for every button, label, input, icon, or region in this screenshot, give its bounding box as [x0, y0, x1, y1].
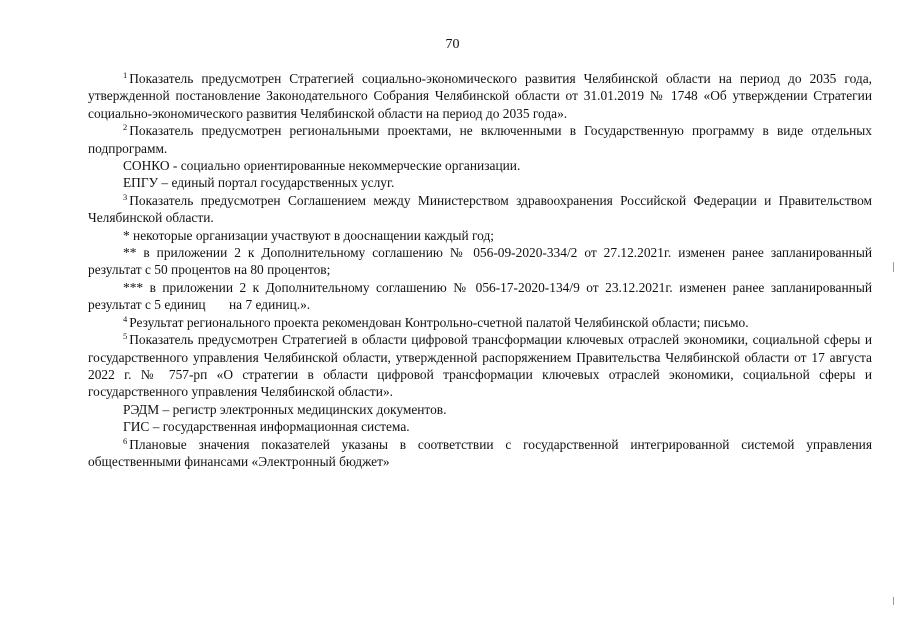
footnote-text: Плановые значения показателей указаны в соответствии с государственной интегрированной системой управления общественными финансами «Электронный бюджет» [88, 436, 872, 469]
footnote-marker: 2 [123, 122, 128, 133]
footnote-marker: 6 [123, 435, 128, 446]
footnote-marker: 4 [123, 313, 128, 324]
footnote-text: Показатель предусмотрен Стратегией в области цифровой трансформации ключевых отраслей экономики, социальной сферы и государственного управления Челябинской области, утвержденной распоряжением Правительства Челябинской области от 17 августа 2022 г. № 757-рп «О стратегии в области цифровой трансформации ключевых отраслей экономики, социальной сферы и государственного управления Челябинской области». [88, 332, 872, 400]
note-text: * некоторые организации участвуют в дооснащении каждый год; [123, 227, 495, 243]
scan-margin-mark [893, 262, 894, 272]
footnote-text: Показатель предусмотрен региональными проектами, не включенными в Государственную программу в виде отдельных подпрограмм. [88, 123, 872, 156]
abbreviation-redm [88, 401, 872, 418]
scan-margin-mark [893, 597, 894, 605]
footnote-1 [88, 70, 872, 122]
abbreviation-text: СОНКО - социально ориентированные некоммерческие организации. [123, 158, 521, 174]
abbreviation-text: РЭДМ – регистр электронных медицинских документов. [123, 401, 447, 417]
note-double-asterisk [88, 244, 872, 279]
footnote-6 [88, 436, 872, 471]
footnote-text: Показатель предусмотрен Стратегией социально-экономического развития Челябинской области на период до 2035 года, утвержденной постановление Законодательного Собрания Челябинской области от 31.01.2019 № 1748 «Об утверждении Стратегии социально-экономического развития Челябинской области на период до 2035 года». [88, 71, 872, 121]
note-text: ** в приложении 2 к Дополнительному соглашению № 056-09-2020-334/2 от 27.12.2021г. изменен ранее запланированный результат с 50 процентов на 80 процентов; [88, 245, 872, 278]
abbreviation-epgu [88, 174, 872, 191]
footnote-text: Результат регионального проекта рекомендован Контрольно-счетной палатой Челябинской области; письмо. [129, 314, 749, 330]
abbreviation-gis [88, 418, 872, 435]
footnote-4 [88, 314, 872, 331]
footnote-text: Показатель предусмотрен Соглашением между Министерством здравоохранения Российской Федерации и Правительством Челябинской области. [88, 192, 872, 226]
note-single-asterisk [88, 227, 872, 244]
note-text: *** в приложении 2 к Дополнительному соглашению № 056-17-2020-134/9 от 23.12.2021г. изменен ранее запланированный результат с 5 единиц на 7 единиц.». [88, 279, 876, 313]
footnotes-section [88, 70, 876, 470]
footnote-marker: 5 [123, 331, 128, 342]
abbreviation-text: ГИС – государственная информационная система. [123, 419, 410, 435]
abbreviation-sonko [88, 157, 872, 174]
page-number: 70 [445, 37, 460, 52]
footnote-5 [88, 331, 872, 401]
footnote-3 [88, 192, 872, 227]
note-triple-asterisk [88, 279, 876, 314]
footnote-marker: 1 [123, 70, 128, 80]
abbreviation-text: ЕПГУ – единый портал государственных услуг. [123, 175, 395, 191]
footnote-marker: 3 [123, 191, 128, 202]
footnote-2 [88, 122, 872, 157]
